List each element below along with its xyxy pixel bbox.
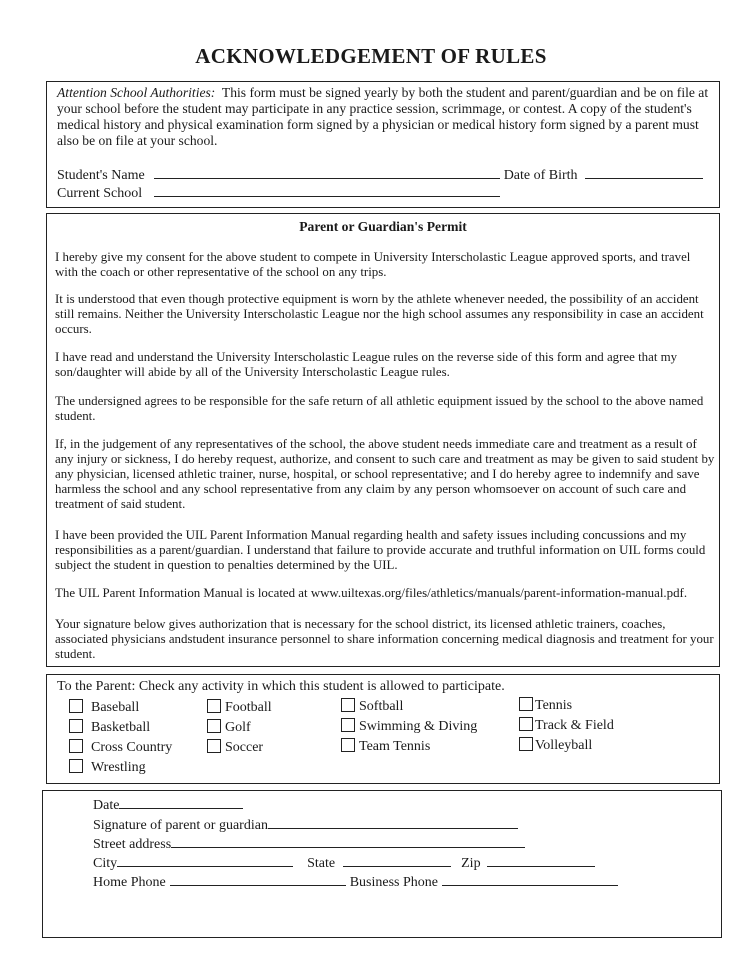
permit-paragraph: The UIL Parent Information Manual is located at www.uiltexas.org/files/athletics/manuals/parent-information-manual.pdf. xyxy=(55,586,688,600)
attention-notice xyxy=(57,85,711,149)
activity-label: Softball xyxy=(359,699,404,714)
permit-paragraph: I have read and understand the University Interscholastic League rules on the reverse side of this form and agree that my son/daughter will abide by all of the University Interscholastic League rules. xyxy=(55,350,678,379)
checkbox[interactable] xyxy=(207,719,221,733)
checkbox[interactable] xyxy=(207,699,221,713)
city-row xyxy=(93,854,595,872)
date-row xyxy=(93,796,243,814)
activity-label: Wrestling xyxy=(91,760,146,775)
activity-softball[interactable] xyxy=(341,698,403,715)
date-field[interactable] xyxy=(119,796,243,809)
street-row xyxy=(93,835,525,853)
signature-section xyxy=(42,790,722,938)
activity-tennis[interactable] xyxy=(519,697,572,714)
activity-label: Soccer xyxy=(225,740,264,755)
attention-section xyxy=(46,81,720,208)
students-name-label: Student's Name xyxy=(57,168,145,183)
street-field[interactable] xyxy=(171,835,525,848)
activity-cross-country[interactable] xyxy=(69,739,172,756)
activity-label: Football xyxy=(225,700,272,715)
activity-label: Golf xyxy=(225,720,251,735)
activity-label: Track & Field xyxy=(535,718,614,733)
business-phone-label: Business Phone xyxy=(349,875,439,890)
attention-lead: Attention School Authorities: xyxy=(57,85,216,100)
permit-paragraph: The undersigned agrees to be responsible for the safe return of all athletic equipment issued by the school to the above named student. xyxy=(55,394,704,423)
checkbox[interactable] xyxy=(519,737,533,751)
permit-paragraph: If, in the judgement of any representatives of the school, the above student needs immediate care and treatment as a result of any injury or sickness, I do hereby request, authorize, and consent to such care and treatment as may be given to said student by any physician, licensed athletic trainer, nurse, hospital, or school representative; and I do hereby agree to indemnify and save harmless the school and any school representative from any claim by any person whomsoever on account of such care and treatment of said student. xyxy=(55,437,715,511)
activity-label: Tennis xyxy=(535,698,573,713)
signature-label: Signature of parent or guardian xyxy=(93,818,268,833)
date-label: Date xyxy=(93,798,120,813)
students-name-field[interactable] xyxy=(154,166,500,179)
street-label: Street address xyxy=(93,837,172,852)
signature-row xyxy=(93,816,518,834)
activity-basketball[interactable] xyxy=(69,719,150,736)
zip-field[interactable] xyxy=(487,854,595,867)
checkbox[interactable] xyxy=(69,759,83,773)
activity-label: Team Tennis xyxy=(359,739,431,754)
permit-paragraph: I hereby give my consent for the above student to compete in University Interscholastic League approved sports, and travel with the coach or other representative of the school on any trips. xyxy=(55,250,691,279)
signature-field[interactable] xyxy=(268,816,518,829)
activity-label: Basketball xyxy=(91,720,151,735)
activity-baseball[interactable] xyxy=(69,699,139,716)
checkbox[interactable] xyxy=(519,717,533,731)
dob-label: Date of Birth xyxy=(503,168,578,183)
checkbox[interactable] xyxy=(341,718,355,732)
activity-track-field[interactable] xyxy=(519,717,614,734)
checkbox[interactable] xyxy=(69,739,83,753)
activities-section xyxy=(46,674,720,784)
activity-label: Volleyball xyxy=(535,738,593,753)
current-school-field[interactable] xyxy=(154,184,500,197)
activity-volleyball[interactable] xyxy=(519,737,592,754)
students-name-row xyxy=(57,166,703,184)
permit-paragraph: It is understood that even though protective equipment is worn by the athlete whenever needed, the possibility of an accident still remains. Neither the University Interscholastic League nor the high school assumes any responsibility in case an accident occurs. xyxy=(55,292,704,336)
state-label: State xyxy=(307,856,336,871)
attention-text: This form must be signed yearly by both the student and parent/guardian and be on file at your school before the student may participate in any practice session, scrimmage, or contest. A copy of the student's medical history and physical examination form signed by a physician or medical history form signed by a parent must also be on file at your school. xyxy=(57,85,709,148)
current-school-row xyxy=(57,184,500,202)
state-field[interactable] xyxy=(343,854,451,867)
activity-label: Swimming & Diving xyxy=(359,719,478,734)
checkbox[interactable] xyxy=(69,719,83,733)
permit-section xyxy=(46,213,720,667)
home-phone-label: Home Phone xyxy=(93,875,166,890)
current-school-label: Current School xyxy=(57,186,143,201)
checkbox[interactable] xyxy=(341,698,355,712)
zip-label: Zip xyxy=(461,856,481,871)
phone-row xyxy=(93,873,618,891)
business-phone-field[interactable] xyxy=(442,873,618,886)
permit-title: Parent or Guardian's Permit xyxy=(299,219,467,234)
activity-football[interactable] xyxy=(207,699,272,716)
activity-label: Baseball xyxy=(91,700,140,715)
checkbox[interactable] xyxy=(69,699,83,713)
home-phone-field[interactable] xyxy=(170,873,346,886)
activity-soccer[interactable] xyxy=(207,739,263,756)
activity-swimming-diving[interactable] xyxy=(341,718,477,735)
checkbox[interactable] xyxy=(207,739,221,753)
activity-golf[interactable] xyxy=(207,719,251,736)
activity-wrestling[interactable] xyxy=(69,759,146,776)
activity-label: Cross Country xyxy=(91,740,173,755)
dob-field[interactable] xyxy=(585,166,703,179)
page-title: ACKNOWLEDGEMENT OF RULES xyxy=(195,44,547,68)
city-field[interactable] xyxy=(117,854,293,867)
permit-paragraph: I have been provided the UIL Parent Information Manual regarding health and safety issues including concussions and my responsibilities as a parent/guardian. I understand that failure to provide accurate and truthful information on UIL forms could subject the student in question to penalties determined by the UIL. xyxy=(55,528,706,572)
city-label: City xyxy=(93,856,118,871)
activities-heading: To the Parent: Check any activity in which this student is allowed to participate. xyxy=(57,679,505,694)
activity-team-tennis[interactable] xyxy=(341,738,430,755)
checkbox[interactable] xyxy=(519,697,533,711)
permit-paragraph: Your signature below gives authorization that is necessary for the school district, its licensed athletic trainers, coaches, associated physicians andstudent insurance personnel to share information concerning medical diagnosis and treatment for your student. xyxy=(55,617,714,661)
checkbox[interactable] xyxy=(341,738,355,752)
